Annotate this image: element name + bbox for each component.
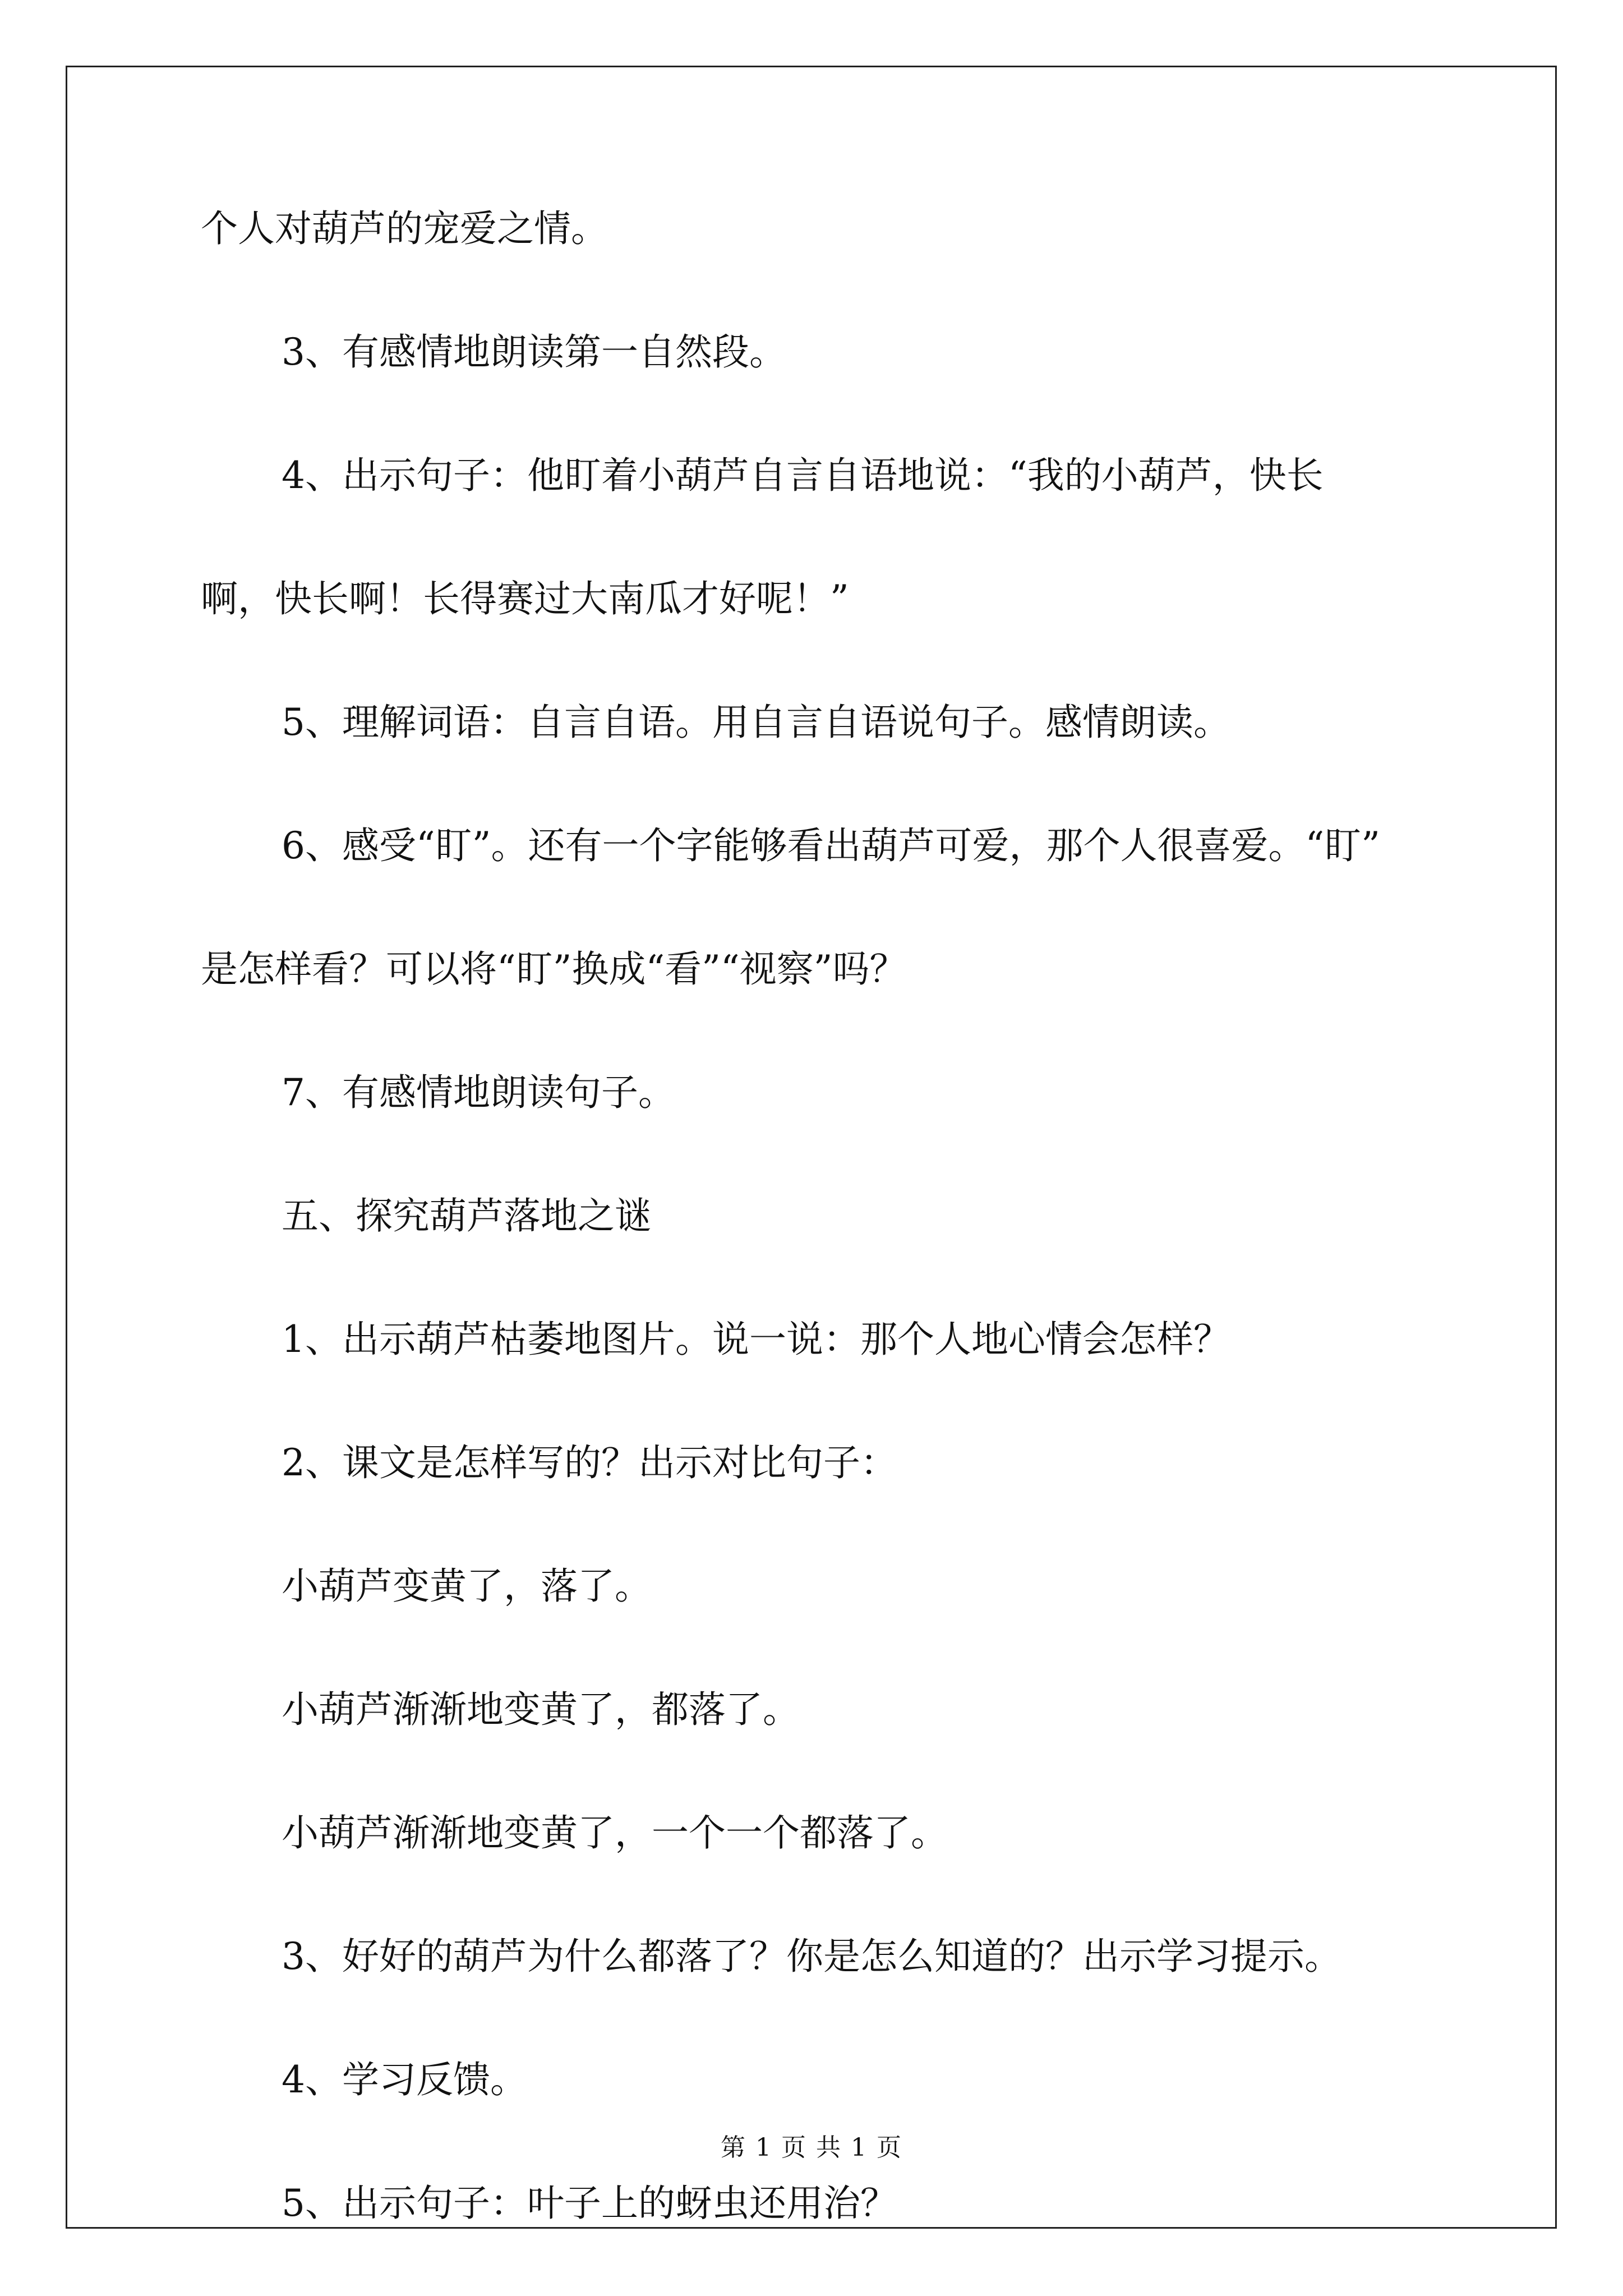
text-line: 小葫芦渐渐地变黄了，都落了。: [282, 1688, 800, 1731]
text-line: 是怎样看？可以将“盯”换成“看”“视察”吗？: [201, 947, 907, 991]
text-line: 7、有感情地朗读句子。: [282, 1071, 675, 1114]
text-line: 小葫芦变黄了，落了。: [282, 1565, 652, 1608]
section-heading: 五、探究葫芦落地之谜: [282, 1194, 652, 1237]
text-line: 1、出示葫芦枯萎地图片。说一说：那个人地心情会怎样？: [282, 1318, 1230, 1361]
page-border: [66, 66, 1557, 2229]
text-line: 5、理解词语：自言自语。用自言自语说句子。感情朗读。: [282, 701, 1230, 744]
text-line: 啊，快长啊！长得赛过大南瓜才好呢！”: [201, 577, 849, 620]
text-line: 个人对葫芦的宠爱之情。: [201, 207, 608, 250]
page-footer: 第 1 页 共 1 页: [721, 2133, 902, 2162]
text-line: 4、学习反馈。: [282, 2058, 527, 2101]
text-line: 5、出示句子：叶子上的蚜虫还用治？: [282, 2182, 897, 2225]
text-line: 2、课文是怎样写的？出示对比句子：: [282, 1441, 897, 1484]
text-line: 4、出示句子：他盯着小葫芦自言自语地说：“我的小葫芦，快长: [282, 454, 1324, 497]
text-line: 3、好好的葫芦为什么都落了？你是怎么知道的？出示学习提示。: [282, 1935, 1341, 1978]
text-line: 小葫芦渐渐地变黄了，一个一个都落了。: [282, 1811, 948, 1855]
text-line: 6、感受“盯”。还有一个字能够看出葫芦可爱，那个人很喜爱。“盯”: [282, 824, 1380, 867]
text-line: 3、有感情地朗读第一自然段。: [282, 330, 786, 374]
